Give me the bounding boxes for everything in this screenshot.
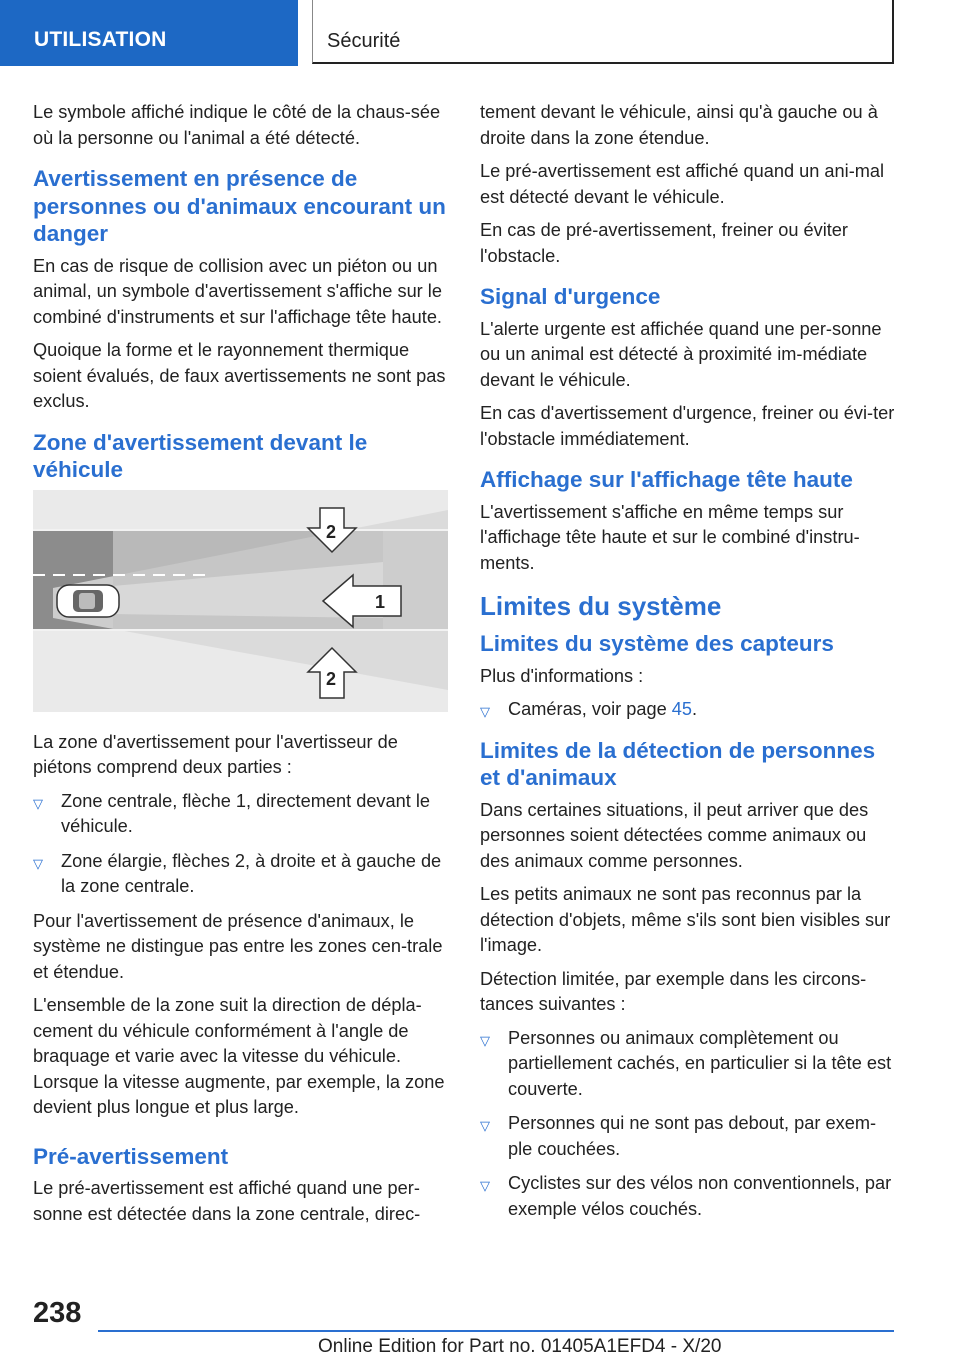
paragraph: En cas de risque de collision avec un piéton ou un animal, un symbole d'avertissement s'affiche sur le combiné d'instruments et sur l'affichage tête haute. xyxy=(33,255,442,327)
paragraph: En cas de pré-avertissement, freiner ou éviter l'obstacle. xyxy=(480,220,848,266)
paragraph: Le pré-avertissement est affiché quand un ani-mal est détecté devant le véhicule. xyxy=(480,161,885,207)
left-column xyxy=(33,100,448,1235)
paragraph: Pour l'avertissement de présence d'animaux, le système ne distingue pas entre les zones cen-trale et étendue. xyxy=(33,910,443,982)
section-title: Sécurité xyxy=(327,30,401,52)
heading-sensor-limits: Limites du système des capteurs xyxy=(480,631,834,656)
list-item: ▽ Personnes qui ne sont pas debout, par exem-ple couchées. xyxy=(480,1113,877,1159)
paragraph: Les petits animaux ne sont pas reconnus par la détection d'objets, même s'ils sont bien visibles sur l'image. xyxy=(480,884,891,955)
heading-warning-persons-animals: Avertissement en présence de personnes ou d'animaux encourant un danger xyxy=(33,166,446,246)
paragraph: Dans certaines situations, il peut arriver que des personnes soient détectées comme animaux ou des animaux comme personnes. xyxy=(480,799,869,871)
arrow-top-label: 2 xyxy=(326,521,337,542)
paragraph: tement devant le véhicule, ainsi qu'à gauche ou à droite dans la zone étendue. xyxy=(480,102,878,148)
paragraph: En cas d'avertissement d'urgence, freiner ou évi-ter l'obstacle immédiatement. xyxy=(480,403,895,449)
heading-emergency-signal: Signal d'urgence xyxy=(480,284,661,309)
list-item: ▽ Zone centrale, flèche 1, directement devant le véhicule. xyxy=(33,790,431,836)
arrow-front-label: 1 xyxy=(375,591,386,612)
paragraph: L'ensemble de la zone suit la direction de dépla-cement du véhicule conformément à l'angle de braquage et varie avec la vitesse du véhicule. Lorsque la vitesse augmente, par exemple, la zone devient plus longue et plus large. xyxy=(33,995,445,1117)
footer-divider xyxy=(98,1330,894,1332)
zone-list xyxy=(33,789,448,900)
sensor-list xyxy=(480,697,895,723)
bullet-triangle-icon: ▽ xyxy=(33,795,43,811)
paragraph: Le symbole affiché indique le côté de la chaus-sée où la personne ou l'animal a été détecté. xyxy=(33,102,441,148)
footer-edition: Online Edition for Part no. 01405A1EFD4 - X/20 xyxy=(318,1336,722,1357)
heading-system-limits: Limites du système xyxy=(480,591,722,621)
heading-warning-zone: Zone d'avertissement devant le véhicule xyxy=(33,429,368,482)
arrow-bottom-label: 2 xyxy=(326,668,337,689)
bullet-triangle-icon: ▽ xyxy=(480,1118,490,1133)
page-link[interactable]: 45 xyxy=(671,699,692,719)
heading-pre-warning: Pré-avertissement xyxy=(33,1143,229,1169)
header-chapter-tab xyxy=(0,0,298,66)
list-item: ▽ Cyclistes sur des vélos non conventionnels, par exemple vélos couchés. xyxy=(480,1173,892,1219)
list-item: ▽ Personnes ou animaux complètement ou partiellement cachés, en particulier si la tête est couverte. xyxy=(480,1027,892,1099)
bullet-triangle-icon: ▽ xyxy=(480,704,490,719)
heading-head-up-display: Affichage sur l'affichage tête haute xyxy=(480,467,853,492)
paragraph: Quoique la forme et le rayonnement thermique soient évalués, de faux avertissements ne sont pas exclus. xyxy=(33,340,446,411)
chapter-title: UTILISATION xyxy=(34,28,167,51)
car-icon xyxy=(57,585,119,617)
detection-limits-list xyxy=(480,1026,895,1223)
paragraph: Plus d'informations : xyxy=(480,665,644,686)
list-item: ▽ Zone élargie, flèches 2, à droite et à gauche de la zone centrale. xyxy=(33,850,442,896)
paragraph: Le pré-avertissement est affiché quand une per-sonne est détectée dans la zone centrale, direc- xyxy=(33,1178,421,1224)
bullet-triangle-icon: ▽ xyxy=(33,855,43,871)
paragraph: L'alerte urgente est affichée quand une per-sonne ou un animal est détecté à proximité im-médiate devant le véhicule. xyxy=(480,318,882,390)
right-column xyxy=(480,100,895,1231)
warning-zone-diagram xyxy=(33,490,448,712)
header-section-box xyxy=(312,0,894,64)
heading-detection-limits: Limites de la détection de personnes et d'animaux xyxy=(480,737,876,790)
paragraph: La zone d'avertissement pour l'avertisseur de piétons comprend deux parties : xyxy=(33,731,398,777)
page-number: 238 xyxy=(33,1297,82,1329)
paragraph: Détection limitée, par exemple dans les circons-tances suivantes : xyxy=(480,968,867,1014)
bullet-triangle-icon: ▽ xyxy=(480,1178,490,1193)
list-item: ▽ Caméras, voir page 45. xyxy=(480,697,895,723)
bullet-triangle-icon: ▽ xyxy=(480,1032,490,1048)
paragraph: L'avertissement s'affiche en même temps sur l'affichage tête haute et sur le combiné d'instru-ments. xyxy=(480,501,860,573)
warning-zone-figure xyxy=(33,490,448,712)
